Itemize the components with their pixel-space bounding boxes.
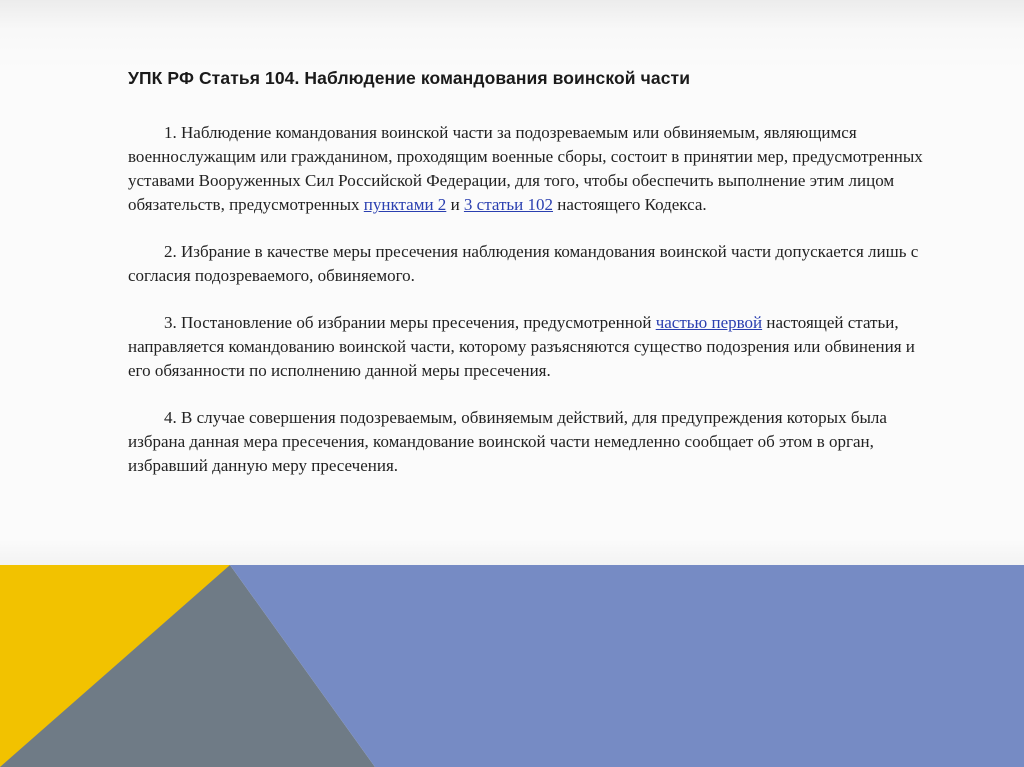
paragraph-2: 2. Избрание в качестве меры пресечения наблюдения командования воинской части допускается лишь с согласия подозреваемого, обвиняемого. — [128, 242, 919, 285]
link-punktami-2[interactable]: пунктами 2 — [363, 195, 447, 214]
paragraph-1-text-after: настоящего Кодекса. — [553, 195, 707, 214]
link-3-stati-102[interactable]: 3 статьи 102 — [463, 195, 553, 214]
paragraph-3 — [128, 311, 928, 383]
document-title: УПК РФ Статья 104. Наблюдение командования воинской части — [128, 68, 691, 88]
paragraph-3-text-before: 3. Постановление об избрании меры пресечения, предусмотренной — [164, 313, 656, 332]
decorative-footer — [0, 565, 1024, 767]
link-chastyu-pervoy[interactable]: частью первой — [655, 313, 763, 332]
paragraph-1 — [128, 121, 928, 217]
document-content — [128, 66, 928, 478]
paragraph-4: 4. В случае совершения подозреваемым, обвиняемым действий, для предупреждения которых была избрана данная мера пресечения, командование воинской части немедленно сообщает об этом в орган, избравший данную меру пресечения. — [128, 408, 887, 475]
paragraph-1-text-before: 1. Наблюдение командования воинской части за подозреваемым или обвиняемым, являющимся военнослужащим или гражданином, проходящим военные сборы, состоит в принятии мер, предусмотренных уставами Вооруженных Сил Российской Федерации, для того, чтобы обеспечить выполнение этим лицом обязательств, предусмотренных — [128, 123, 923, 214]
paragraph-3-text-after: настоящей статьи, направляется командованию воинской части, которому разъясняются существо подозрения или обвинения и его обязанности по исполнению данной меры пресечения. — [128, 313, 915, 380]
paragraph-1-text-middle: и — [446, 195, 464, 214]
